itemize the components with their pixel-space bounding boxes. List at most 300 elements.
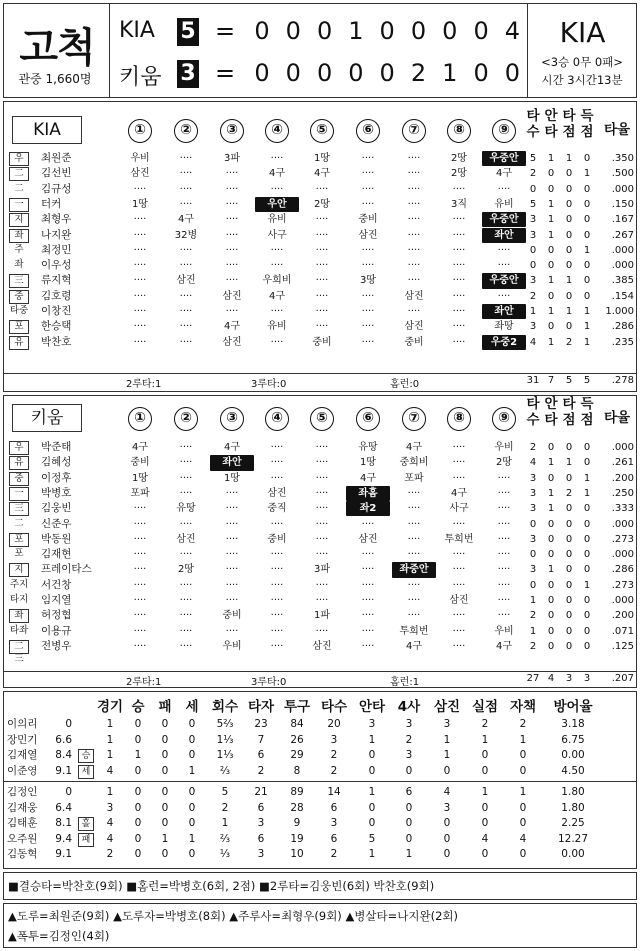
at-bat-result: ···· (179, 183, 193, 195)
at-bat-result: ···· (407, 518, 421, 530)
batter-name: 이창진 (41, 305, 72, 317)
pitching-stat: 0 (188, 718, 196, 730)
batter-name: 임지열 (41, 594, 72, 606)
inning-score: 0 (316, 59, 333, 87)
hr-total: 홈런:1 (390, 677, 420, 688)
pitcher-row (4, 748, 634, 764)
at-bat-result: ···· (133, 549, 147, 561)
pitching-stat: 2 (330, 764, 338, 777)
at-bat-result: ···· (270, 260, 284, 272)
inning-score: 0 (254, 59, 270, 87)
at-bat-result: ···· (452, 579, 466, 591)
at-bat-result: ···· (361, 549, 375, 561)
pitching-stat: 3 (257, 848, 265, 860)
home-team-name: 키움 (119, 65, 162, 90)
at-bat-result: ···· (452, 472, 466, 484)
batting-average: .500 (611, 168, 634, 180)
inning-number: ⑨ (492, 407, 516, 431)
pitching-stat: 3 (405, 718, 413, 730)
stat-value: 2 (529, 168, 537, 180)
pitching-stat: 0 (481, 749, 489, 761)
at-bat-result: 3땅 (359, 275, 377, 287)
batter-row (4, 228, 634, 243)
pitching-stat: 5 (221, 786, 229, 798)
batter-row (4, 440, 634, 455)
at-bat-result: ···· (225, 487, 239, 499)
stat-value: 0 (547, 244, 555, 256)
at-bat-result: 좌2 (346, 501, 390, 516)
stat-value: 0 (529, 244, 537, 256)
pitching-stat: 1 (134, 749, 142, 761)
stat-value: 1 (547, 336, 555, 348)
at-bat-result: ···· (225, 595, 239, 606)
stat-header-top: 안 (544, 396, 558, 412)
pitching-stat: 3 (330, 817, 338, 829)
at-bat-result: 중비 (404, 336, 424, 348)
pitcher-row (4, 764, 634, 780)
pitching-stat: 3 (405, 749, 413, 761)
pitching-stat: 0 (161, 801, 169, 814)
stat-header-bottom: 점 (562, 412, 576, 428)
at-bat-result: ···· (497, 533, 511, 545)
divider (109, 4, 110, 97)
position: 포 (9, 320, 29, 334)
pitching-header: 4사 (397, 699, 421, 715)
stat-total: 31 (526, 375, 540, 386)
at-bat-result: 삼진 (404, 321, 424, 333)
at-bat-result: ···· (407, 579, 421, 591)
at-bat-result: ···· (452, 260, 466, 272)
at-bat-result: ···· (407, 610, 421, 622)
pitching-stat: 0 (134, 786, 142, 798)
stat-value: 0 (547, 579, 555, 591)
pitching-header: 삼진 (433, 699, 461, 715)
at-bat-result: ···· (452, 610, 466, 622)
pitching-stat: 6 (257, 832, 265, 845)
at-bat-result: ···· (133, 290, 147, 302)
batting-average: .267 (611, 229, 634, 241)
inning-number: ② (174, 407, 198, 431)
pitching-stat: 1⅓ (216, 733, 234, 746)
at-bat-result: ···· (315, 533, 329, 545)
position: 二 (9, 167, 29, 181)
at-bat-result: ···· (225, 306, 239, 317)
at-bat-result: ···· (179, 610, 193, 622)
at-bat-result: ···· (225, 518, 239, 530)
at-bat-result: ···· (270, 244, 284, 256)
at-bat-result: 중비 (222, 610, 242, 622)
at-bat-result: ···· (361, 244, 375, 256)
pitching-header: 타자 (247, 699, 275, 715)
stat-value: 0 (565, 260, 573, 272)
stat-value: 0 (565, 214, 573, 226)
pitching-stat: 0 (134, 848, 142, 860)
other-plays (3, 903, 637, 948)
at-bat-result: ···· (133, 564, 147, 576)
stat-value: 0 (547, 533, 555, 545)
stat-total: 5 (565, 375, 573, 386)
entry-inning: 0 (65, 718, 72, 730)
batter-name: 김재현 (41, 548, 72, 561)
at-bat-result: ···· (133, 229, 147, 241)
stat-header-top: 득 (580, 396, 594, 412)
stat-value: 0 (583, 640, 591, 652)
inning-number: ⑤ (310, 119, 334, 143)
at-bat-result: ···· (270, 183, 284, 195)
at-bat-result: ···· (497, 290, 511, 302)
at-bat-result: ···· (225, 549, 239, 561)
stat-header-bottom: 수 (526, 124, 540, 140)
pitching-stat: 0 (405, 801, 413, 814)
pitching-stat: 0 (443, 817, 451, 829)
stat-value: 0 (583, 260, 591, 272)
stat-value: 0 (583, 610, 591, 622)
position: 二 (14, 182, 24, 194)
pitching-stat: 2.25 (561, 817, 585, 829)
pitching-stat: 3 (443, 801, 451, 814)
pitching-stat: 19 (290, 832, 304, 845)
pitching-stat: 4.50 (561, 764, 585, 777)
at-bat-result: ···· (179, 244, 193, 256)
pitching-stat: 2 (221, 801, 229, 814)
batting-average: .200 (611, 472, 634, 484)
at-bat-result: ···· (270, 564, 284, 576)
at-bat-result: 2땅 (495, 457, 513, 469)
batter-name: 류지혁 (41, 274, 72, 287)
stat-value: 1 (547, 306, 555, 317)
stat-value: 0 (547, 442, 555, 453)
at-bat-result: 투희번 (444, 533, 474, 545)
at-bat-result: ···· (497, 260, 511, 272)
at-bat-result: 4구 (313, 168, 331, 180)
at-bat-result: 1땅 (313, 153, 331, 164)
at-bat-result: 4구 (177, 214, 195, 226)
at-bat-result: ···· (179, 640, 193, 652)
stat-value: 1 (583, 487, 591, 499)
batter-name: 박준태 (41, 441, 72, 453)
at-bat-result: 삼진 (312, 640, 332, 652)
at-bat-result: ···· (361, 168, 375, 180)
at-bat-result: ···· (315, 549, 329, 561)
position: 지 (9, 563, 29, 577)
pitching-stat: 2 (330, 749, 338, 761)
stat-header-bottom: 수 (526, 412, 540, 428)
at-bat-result: ···· (497, 564, 511, 576)
batting-average: .167 (611, 214, 634, 226)
position: 一 (9, 198, 29, 212)
at-bat-result: ···· (315, 472, 329, 484)
at-bat-result: 2땅 (177, 564, 195, 576)
entry-inning: 9.4 (55, 832, 72, 845)
pitching-stat: 6 (257, 749, 265, 761)
at-bat-result: ···· (133, 595, 147, 606)
stat-value: 1 (583, 168, 591, 180)
stat-value: 0 (547, 595, 555, 606)
pitching-stat: 0 (134, 733, 142, 746)
at-bat-result: ···· (315, 487, 329, 499)
home-score: 3 (177, 60, 199, 88)
stat-value: 1 (583, 336, 591, 348)
at-bat-result: ···· (133, 533, 147, 545)
batter-row (4, 455, 634, 470)
at-bat-result: ···· (452, 549, 466, 561)
at-bat-result: 1파 (313, 610, 331, 622)
at-bat-result: 4구 (268, 290, 286, 302)
at-bat-result: ···· (315, 183, 329, 195)
position: 타지 (9, 594, 29, 605)
pitching-stat: 7 (257, 733, 265, 746)
pitching-stat: 0 (481, 848, 489, 860)
stat-value: 0 (529, 549, 537, 561)
divider (4, 781, 636, 782)
batting-average: .000 (611, 442, 634, 453)
at-bat-result: ···· (179, 198, 193, 210)
position: 포 (9, 533, 29, 547)
pitching-header: 세 (185, 699, 199, 715)
at-bat-result: ···· (270, 610, 284, 622)
at-bat-result: 우비 (494, 442, 514, 453)
inning-score: 0 (254, 17, 270, 45)
inning-number: ④ (265, 119, 289, 143)
at-bat-result: 삼진 (449, 595, 469, 606)
batter-name: 최정민 (41, 243, 72, 256)
at-bat-result: ···· (179, 457, 193, 469)
pitching-stat: 1.80 (561, 801, 585, 814)
entry-inning: 6.6 (55, 733, 72, 746)
stat-value: 1 (547, 229, 555, 241)
pitching-stat: 2 (519, 718, 527, 730)
stat-value: 1 (565, 306, 573, 317)
at-bat-result: ···· (361, 153, 375, 164)
at-bat-result: ···· (225, 214, 239, 226)
at-bat-result: ···· (315, 229, 329, 241)
pitching-stat: ⅓ (219, 848, 231, 860)
stat-value: 0 (547, 321, 555, 333)
pitching-stat: 0 (519, 749, 527, 761)
stat-header-bottom: 점 (562, 124, 576, 140)
at-bat-result: 2땅 (313, 198, 331, 210)
pitching-stat: 23 (254, 718, 268, 730)
at-bat-result: 3파 (223, 153, 241, 164)
stat-value: 0 (547, 183, 555, 195)
stat-value: 1 (547, 214, 555, 226)
batting-average: 1.000 (605, 306, 634, 317)
stat-value: 0 (583, 457, 591, 469)
game-duration: 시간 3시간13분 (541, 73, 623, 87)
at-bat-result: 3직 (450, 198, 468, 210)
batting-average: .125 (611, 640, 634, 652)
at-bat-result: 32병 (174, 229, 198, 241)
batter-name: 나지완 (41, 228, 72, 241)
pitching-stat: 5⅔ (216, 718, 234, 730)
pitching-stat: 0 (443, 764, 451, 777)
pitching-stat: 2 (330, 848, 338, 860)
batter-name: 한승택 (41, 320, 72, 333)
at-bat-result: ···· (315, 518, 329, 530)
team-average: .207 (611, 673, 634, 684)
pitcher-row (4, 733, 634, 749)
at-bat-result: ···· (270, 518, 284, 530)
stat-value: 3 (529, 472, 537, 484)
at-bat-result: 4구 (359, 472, 377, 484)
stat-value: 3 (529, 503, 537, 515)
batting-average: .150 (611, 198, 634, 210)
at-bat-result: 중비 (267, 533, 287, 545)
at-bat-result: ···· (179, 487, 193, 499)
at-bat-result: ···· (315, 457, 329, 469)
stat-value: 0 (565, 229, 573, 241)
at-bat-result: ···· (179, 321, 193, 333)
inning-score: 0 (348, 59, 364, 87)
at-bat-result: ···· (497, 610, 511, 622)
batter-row (4, 289, 634, 304)
at-bat-result: 우안 (255, 197, 299, 212)
stat-value: 1 (565, 153, 573, 164)
batting-average: .286 (611, 321, 634, 333)
pitching-stat: ⅔ (219, 832, 231, 845)
stat-value: 1 (565, 275, 573, 287)
pitching-stat: 84 (290, 718, 304, 730)
at-bat-result: ···· (179, 168, 193, 180)
pitching-stat: 1 (161, 832, 169, 845)
at-bat-result: ···· (452, 183, 466, 195)
pitching-stat: 0 (134, 832, 142, 845)
pitching-stat: 3 (368, 718, 376, 730)
batter-name: 김혜성 (41, 456, 72, 469)
batter-row (4, 471, 634, 486)
batter-name: 최원준 (41, 152, 72, 164)
pitching-stat: 0 (519, 817, 527, 829)
pitching-stat: 1 (481, 733, 489, 746)
stat-value: 0 (583, 503, 591, 515)
pitching-stat: 0 (188, 786, 196, 798)
at-bat-result: 삼진 (404, 290, 424, 302)
stat-value: 2 (529, 442, 537, 453)
entry-inning: 8.1 (55, 817, 72, 829)
batter-row (4, 151, 634, 166)
at-bat-result: ···· (179, 625, 193, 637)
pitching-stat: 4 (519, 832, 527, 845)
at-bat-result: ···· (361, 518, 375, 530)
at-bat-result: ···· (315, 244, 329, 256)
at-bat-result: ···· (270, 336, 284, 348)
stat-value: 2 (529, 610, 537, 622)
batting-average: .261 (611, 457, 634, 469)
at-bat-result: ···· (452, 290, 466, 302)
stat-value: 0 (565, 610, 573, 622)
batter-name: 신준우 (41, 517, 72, 530)
at-bat-result: ···· (407, 275, 421, 287)
position: 二 (14, 517, 24, 529)
stat-value: 0 (565, 503, 573, 515)
batter-row (4, 532, 634, 547)
pitching-stat: 26 (290, 733, 304, 746)
pitching-stat: 0 (134, 817, 142, 829)
stat-value: 0 (529, 183, 537, 195)
at-bat-result: ···· (179, 336, 193, 348)
at-bat-result: ···· (452, 640, 466, 652)
batting-average: .273 (611, 579, 634, 591)
team-average: .278 (611, 375, 634, 386)
stat-value: 1 (565, 457, 573, 469)
at-bat-result: ···· (225, 183, 239, 195)
inning-score: 0 (473, 17, 489, 45)
at-bat-result: ···· (407, 153, 421, 164)
at-bat-result: 좌안 (482, 228, 526, 243)
at-bat-result: ···· (133, 610, 147, 622)
at-bat-result: ···· (315, 260, 329, 272)
at-bat-result: ···· (225, 275, 239, 287)
inning-number: ⑧ (447, 407, 471, 431)
pitching-stat: 0 (134, 718, 142, 730)
batter-row (4, 273, 634, 288)
at-bat-result: ···· (270, 579, 284, 591)
stat-value: 0 (583, 198, 591, 210)
at-bat-result: 삼진 (358, 229, 378, 241)
at-bat-result: ···· (452, 275, 466, 287)
stat-value: 1 (529, 595, 537, 606)
inning-score: 0 (379, 59, 395, 87)
at-bat-result: ···· (452, 229, 466, 241)
pitching-stat: 10 (290, 848, 304, 860)
pitching-stat: 1 (368, 786, 376, 798)
at-bat-result: ···· (407, 549, 421, 561)
stat-value: 0 (565, 533, 573, 545)
stat-value: 0 (583, 595, 591, 606)
pitching-stat: 0 (519, 848, 527, 860)
batting-average: .200 (611, 610, 634, 622)
position: 중 (9, 290, 29, 304)
pitching-stat: 0 (519, 764, 527, 777)
pitching-stat: 0 (161, 848, 169, 860)
stat-value: 0 (529, 260, 537, 272)
at-bat-result: ···· (452, 457, 466, 469)
at-bat-result: ···· (452, 321, 466, 333)
at-bat-result: 유땅 (176, 503, 196, 515)
at-bat-result: ···· (452, 336, 466, 348)
at-bat-result: ···· (270, 595, 284, 606)
stat-value: 1 (547, 153, 555, 164)
pitcher-row (4, 785, 634, 801)
stat-value: 1 (583, 579, 591, 591)
at-bat-result: 포파 (404, 472, 424, 484)
at-bat-result: 중직 (267, 503, 287, 515)
batter-row (4, 197, 634, 212)
stat-header-top: 타 (526, 396, 540, 412)
at-bat-result: ···· (497, 472, 511, 484)
batting-average: .350 (611, 153, 634, 164)
at-bat-result: 유비 (267, 214, 287, 226)
pitching-stat: 3 (330, 733, 338, 746)
batter-row (4, 319, 634, 334)
stat-value: 0 (547, 640, 555, 652)
pitching-stat: 2 (257, 764, 265, 777)
at-bat-result: ···· (407, 214, 421, 226)
position: 一 (9, 487, 29, 501)
inning-score: 0 (285, 59, 301, 87)
pitching-stat: 0 (161, 817, 169, 829)
batter-name: 김웅빈 (41, 502, 72, 515)
stat-value: 4 (529, 457, 537, 469)
pitcher-name: 이준영 (7, 764, 38, 777)
at-bat-result: ···· (225, 229, 239, 241)
position: 주지 (9, 578, 29, 590)
pitching-stat: 29 (290, 749, 304, 761)
at-bat-result: 삼진 (222, 336, 242, 348)
triples-total: 3루타:0 (251, 677, 287, 688)
batter-row (4, 304, 634, 319)
at-bat-result: ···· (407, 503, 421, 515)
